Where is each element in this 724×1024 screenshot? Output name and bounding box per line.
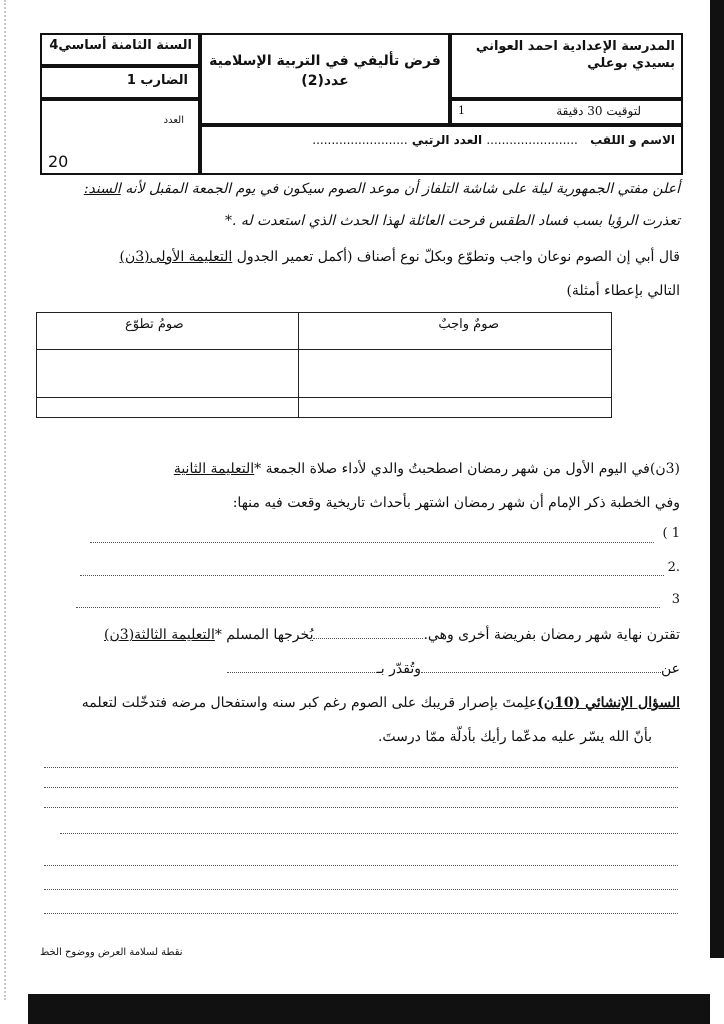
answer-line[interactable] [90, 541, 654, 543]
grade-label: العدد [163, 115, 184, 126]
answer-line[interactable] [76, 606, 660, 608]
q3-about: عن [660, 661, 680, 677]
answer-cell-obligatory[interactable] [300, 351, 610, 396]
school-year: السنة الثامنة أساسي4 [40, 33, 200, 66]
q2-line-1 [40, 456, 680, 482]
q2-text: (3ن)في اليوم الأول من شهر رمضان اصطحبتُ والدي لأداء صلاة الجمعة * [254, 461, 680, 477]
essay-text-1: علِمتَ بإصرار قريبك على الصوم رغم كبر سنه واستفحال مرضه فتدخّلت لتعلمه [81, 695, 538, 711]
rank-label: العدد الرتبي [411, 133, 483, 147]
name-field[interactable]: ........................ [486, 133, 578, 147]
col-voluntary: صومُ تطوّع [125, 317, 184, 332]
essay-answer-line[interactable] [44, 806, 678, 808]
header-table [40, 33, 683, 175]
intro-line-2: تعذرت الرؤيا بسب فساد الطقس فرحت العائلة لهذا الحدث الذي استعدت له .* [224, 213, 680, 229]
q1-instruction: التعليمة الأولى(3ن) [119, 249, 233, 265]
timing-cell [450, 99, 683, 125]
intro-line-1 [40, 176, 680, 202]
timing: لتوقيت 30 دقيقة [556, 104, 641, 118]
q1-line-2: التالي بإعطاء أمثلة) [566, 283, 680, 299]
scan-edge-right [710, 0, 724, 958]
col-obligatory: صومٌ واجبٌ [438, 317, 499, 332]
answer-cell-voluntary[interactable] [38, 351, 297, 396]
q2-item-3: 3 [671, 592, 680, 607]
scan-edge-bottom [28, 994, 710, 1024]
q2-instruction: التعليمة الثانية [173, 461, 255, 477]
test-title-cell [200, 33, 450, 125]
q3-measure: وتُقدّر بـ [376, 661, 421, 677]
q3-blank-3[interactable] [227, 660, 377, 673]
q2-line-2: وفي الخطبة ذكر الإمام أن شهر رمضان اشتهر بأحداث تاريخية وقعت فيه منها: [232, 495, 680, 511]
table-row-line [37, 397, 611, 398]
left-dotted-margin [4, 0, 7, 1000]
source-label: السند: [83, 181, 121, 197]
q3-start: تقترن نهاية شهر رمضان بفريضة أخرى وهي. [423, 627, 680, 643]
test-title: فرض تأليفي في التربية الإسلامية [209, 53, 441, 69]
answer-line[interactable] [80, 574, 664, 576]
q3-blank-1[interactable] [313, 626, 423, 639]
presentation-note: نقطة لسلامة العرض ووضوح الخط [40, 947, 183, 958]
essay-answer-line[interactable] [44, 888, 678, 890]
test-number: عدد(2) [301, 73, 349, 89]
rank-field[interactable]: ......................... [312, 133, 408, 147]
q1-text: قال أبي إن الصوم نوعان واجب وتطوّع وبكلّ نوع أصناف (أكمل تعمير الجدول [232, 249, 680, 265]
coefficient: الضارب 1 [40, 66, 200, 99]
q2-item-1: 1 ) [662, 526, 680, 541]
essay-label: السؤال الإنشائي (10ن) [537, 695, 680, 711]
grade-box [40, 99, 200, 175]
grade-value: 20 [48, 152, 69, 171]
student-info-cell [200, 125, 683, 175]
essay-answer-line[interactable] [44, 786, 678, 788]
essay-answer-line[interactable] [44, 912, 678, 914]
fasting-types-table [36, 312, 612, 418]
q3-blank-2[interactable] [421, 660, 661, 673]
q1-line-1 [40, 244, 680, 270]
school-name: المدرسة الإعدادية احمد العواني بسيدي بوعلي [450, 33, 683, 99]
table-divider [298, 313, 299, 417]
essay-answer-line[interactable] [44, 766, 678, 768]
intro-text: أعلن مفتي الجمهورية ليلة على شاشة التلفاز أن موعد الصوم سيكون في يوم الجمعة المقبل لأنه [120, 181, 680, 197]
timing-mark: 1 [458, 104, 465, 117]
essay-line-1 [40, 690, 680, 716]
essay-line-2: بأنّ الله يسّر عليه مدعّما رأيك بأدلّة ممّا درستَ. [377, 729, 652, 745]
name-label: الاسم و اللقب [590, 133, 675, 147]
q3-mid: يُخرجها المسلم * [214, 627, 314, 643]
essay-answer-line[interactable] [44, 864, 678, 866]
q3-instruction: التعليمة الثالثة(3ن) [104, 627, 215, 643]
q3-line-1 [40, 622, 680, 648]
q3-line-2 [40, 656, 680, 682]
q2-item-2: .2 [667, 560, 680, 575]
table-row-line [37, 349, 611, 350]
essay-answer-line[interactable] [60, 832, 678, 834]
